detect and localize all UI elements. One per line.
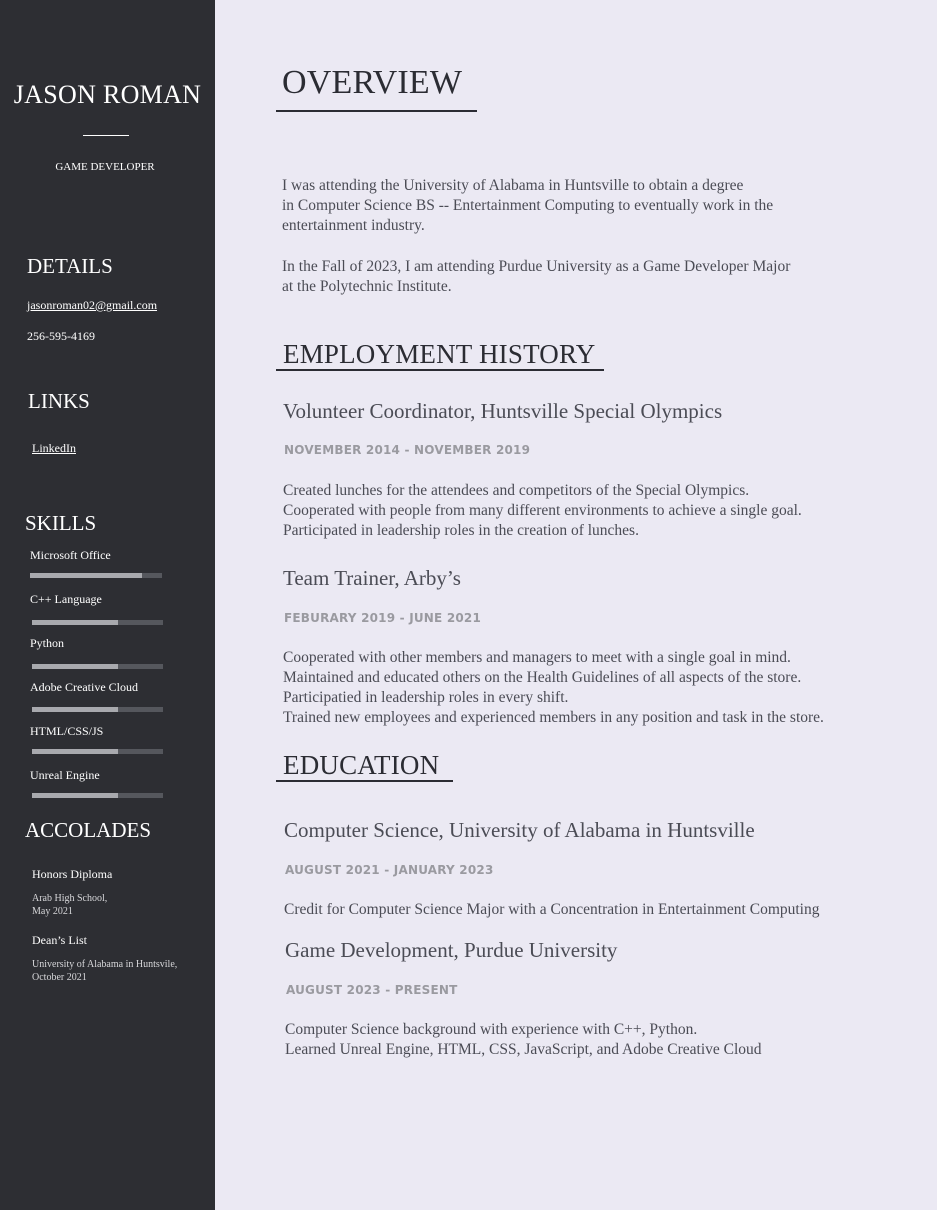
text-line: Computer Science background with experience with C++, Python. (285, 1021, 698, 1038)
accolade-detail: Arab High School, (32, 893, 108, 904)
accolade-title: Dean’s List (32, 933, 87, 947)
overview-underline (276, 110, 477, 112)
skill-bar (32, 620, 163, 625)
job-description (283, 648, 824, 728)
details-heading: DETAILS (27, 254, 113, 278)
text-line: at the Polytechnic Institute. (282, 278, 452, 295)
text-line: entertainment industry. (282, 217, 425, 234)
accolades-heading: ACCOLADES (25, 818, 152, 842)
skill-bar (30, 573, 162, 578)
text-line: Credit for Computer Science Major with a Concentration in Entertainment Computing (284, 901, 820, 918)
job-title: Team Trainer, Arby’s (283, 566, 461, 590)
education-underline (276, 780, 453, 782)
skill-bar (32, 793, 163, 798)
education-dates: AUGUST 2023 - PRESENT (286, 983, 458, 997)
overview-paragraph (282, 176, 773, 236)
skill-bar-fill (32, 749, 118, 754)
education-heading: EDUCATION (283, 750, 440, 780)
text-line: Created lunches for the attendees and competitors of the Special Olympics. (283, 482, 750, 499)
email-link[interactable]: jasonroman02@gmail.com (27, 298, 158, 312)
skill-bar-fill (32, 664, 118, 669)
education-dates: AUGUST 2021 - JANUARY 2023 (285, 863, 494, 877)
skill-bar-fill (32, 707, 118, 712)
job-title: Volunteer Coordinator, Huntsville Special Olympics (283, 399, 723, 423)
skill-name: HTML/CSS/JS (30, 724, 104, 738)
text-line: Maintained and educated others on the Health Guidelines of all aspects of the store. (283, 669, 802, 686)
education-description (284, 900, 820, 920)
text-line: Trained new employees and experienced members in any position and task in the store. (283, 709, 824, 726)
job-dates: NOVEMBER 2014 - NOVEMBER 2019 (284, 443, 531, 457)
accolade-date: May 2021 (32, 906, 73, 917)
accolade-date: October 2021 (32, 972, 87, 983)
skill-name: Microsoft Office (30, 548, 111, 562)
sidebar (0, 0, 215, 1210)
text-line: In the Fall of 2023, I am attending Purdue University as a Game Developer Major (282, 258, 791, 275)
links-heading: LINKS (28, 389, 90, 413)
education-title: Computer Science, University of Alabama in Huntsville (284, 818, 755, 842)
phone-number: 256-595-4169 (27, 329, 95, 343)
skill-name: C++ Language (30, 592, 102, 606)
accolade-detail: University of Alabama in Huntsvile, (32, 959, 178, 970)
text-line: Cooperated with other members and managers to meet with a single goal in mind. (283, 649, 791, 666)
employment-underline (276, 369, 604, 371)
education-title: Game Development, Purdue University (285, 938, 618, 962)
job-role: GAME DEVELOPER (55, 161, 155, 173)
skills-heading: SKILLS (25, 511, 97, 535)
employment-heading: EMPLOYMENT HISTORY (283, 339, 596, 369)
skill-name: Unreal Engine (30, 768, 100, 782)
job-description (283, 481, 802, 541)
text-line: in Computer Science BS -- Entertainment Computing to eventually work in the (282, 197, 774, 214)
skill-name: Python (30, 636, 65, 650)
text-line: I was attending the University of Alabama in Huntsville to obtain a degree (282, 177, 744, 194)
text-line: Participatied in leadership roles in every shift. (283, 689, 569, 706)
overview-paragraph (282, 257, 790, 297)
accolade-title: Honors Diploma (32, 867, 113, 881)
skill-bar (32, 664, 163, 669)
skill-name: Adobe Creative Cloud (30, 680, 138, 694)
skill-bar-fill (30, 573, 142, 578)
candidate-name: JASON ROMAN (13, 80, 202, 109)
skill-bar-fill (32, 620, 118, 625)
skill-bar (32, 707, 163, 712)
linkedin-link[interactable]: LinkedIn (32, 441, 76, 455)
skill-bar-fill (32, 793, 118, 798)
name-divider (83, 135, 129, 136)
text-line: Cooperated with people from many different environments to achieve a single goal. (283, 502, 802, 519)
text-line: Learned Unreal Engine, HTML, CSS, JavaScript, and Adobe Creative Cloud (285, 1041, 762, 1058)
text-line: Participated in leadership roles in the creation of lunches. (283, 522, 639, 539)
overview-heading: OVERVIEW (282, 64, 463, 101)
job-dates: FEBURARY 2019 - JUNE 2021 (284, 611, 482, 625)
education-description (285, 1020, 762, 1060)
skill-bar (32, 749, 163, 754)
